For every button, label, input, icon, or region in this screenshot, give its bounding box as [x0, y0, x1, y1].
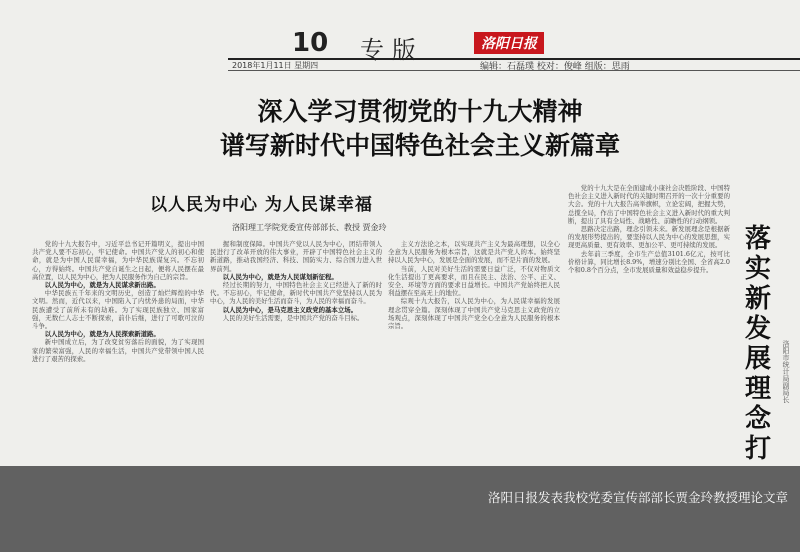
editor-credits: 编辑：石磊璞 校对：俊峰 组版：思雨: [480, 62, 630, 72]
section-name: 专版: [360, 36, 424, 64]
paragraph: 思路决定出路，理念引领未来。新发展理念是根据新的发展形势提出的，要坚持以人民为中心的发展思想，实现更高质量、更有效率、更加公平、更可持续的发展。: [568, 225, 730, 250]
side-article-title: 落实新发展理念 打: [744, 224, 771, 464]
paragraph: 去年前三季度，全市生产总值3101.6亿元，按可比价格计算，同比增长8.9%，增速分别比全国、全省高2.0个和0.8个百分点，全市发展质量和效益稳步提升。: [568, 249, 730, 275]
paragraph: 经过长期的努力，中国特色社会主义已经进入了新的时代。不忘初心，牢记使命，新时代中国共产党坚持以人民为中心，为人民的美好生活而奋斗，为人民的幸福而奋斗。: [210, 281, 382, 306]
headline-line-1: 深入学习贯彻党的十九大精神: [257, 97, 583, 126]
paragraph: 当前，人民对美好生活的需要日益广泛，不仅对物质文化生活提出了更高要求，而且在民主、法治、公平、正义、安全、环境等方面的要求日益增长。中国共产党始终把人民利益摆在至高无上的地位。: [388, 264, 560, 298]
paragraph: 党的十九大报告中，习近平总书记开篇明义，提出中国共产党人要不忘初心，牢记使命。中国共产党人的初心和使命，就是为中国人民谋幸福，为中华民族谋复兴。不忘初心，方得始终。中国共产党自诞生之日起，便将人民摆在最高位置，以人民为中心，把为人民服务作为自己的宗旨。: [32, 240, 204, 281]
paragraph: 综观十九大报告，以人民为中心，为人民谋幸福的发展理念贯穿全篇。深刻体现了中国共产党马克思主义政党的立场观点，深刻体现了中国共产党全心全意为人民服务的根本宗旨。: [388, 297, 560, 331]
masthead-logo: 洛阳日报: [474, 32, 544, 54]
article-column-2: [210, 240, 382, 466]
paragraph: 主义方法论之本，以实现共产主义为最高理想，以全心全意为人民服务为根本宗旨，这就是共产党人的本。始终坚持以人民为中心，发展是全面的发展，而不是片面的发展。: [388, 240, 560, 265]
caption-text: 洛阳日报发表我校党委宣传部部长贾金玲教授理论文章: [487, 490, 788, 505]
paragraph: 握和制度保障。中国共产党以人民为中心，团结带领人民进行了改革开放的伟大事业，开辟了中国特色社会主义的新道路，推动我国经济、科技、国防实力、综合国力进入世界前列。: [210, 240, 382, 273]
paragraph: 新中国成立后，为了改变贫穷落后的面貌，为了实现国家的繁荣富强，人民的幸福生活，中国共产党带领中国人民进行了艰苦的探索。: [32, 338, 204, 363]
subheadline: 以人民为中心 为人民谋幸福: [150, 195, 373, 215]
section-subhead: 以人民为中心，是马克思主义政党的基本立场。: [222, 305, 357, 314]
byline: 洛阳理工学院党委宣传部部长、教授 贾金玲: [232, 223, 387, 232]
section-subhead: 以人民为中心，就是为人民谋求新出路。: [44, 281, 160, 290]
headline-line-2: 谱写新时代中国特色社会主义新篇章: [219, 131, 620, 160]
section-subhead: 以人民为中心，就是为人民谋划新征程。: [222, 272, 338, 281]
paragraph: 人民的美好生活需要，是中国共产党的奋斗目标。: [222, 313, 364, 322]
dateline: 2018年1月11日 星期四: [232, 61, 319, 70]
side-article-author: 洛阳市统计局副局长: [782, 340, 790, 403]
article-column-4: [568, 184, 730, 466]
page-number: 10: [292, 28, 329, 58]
paragraph: 中华民族五千年来的文明历史，创造了灿烂辉煌的中华文明。然而，近代以来，中国陷入了内忧外患的局面，中华民族遭受了前所未有的劫难。为了实现民族独立、国家富强，无数仁人志士不断探索，前仆后继，进行了可歌可泣的斗争。: [32, 289, 204, 331]
paragraph: 党的十九大是在全面建成小康社会决胜阶段、中国特色社会主义进入新时代的关键时期召开的一次十分重要的大会。党的十九大报告高举旗帜，立论宏阔，把握大势，总揽全局，作出了中国特色社会主义进入新时代的重大判断，提出了具有全局性、战略性、前瞻性的行动纲领。: [568, 184, 730, 225]
article-column-3: [388, 240, 560, 466]
article-column-1: [32, 240, 204, 466]
section-subhead: 以人民为中心，就是为人民探索新道路。: [44, 330, 160, 339]
caption-bar: [0, 466, 800, 552]
